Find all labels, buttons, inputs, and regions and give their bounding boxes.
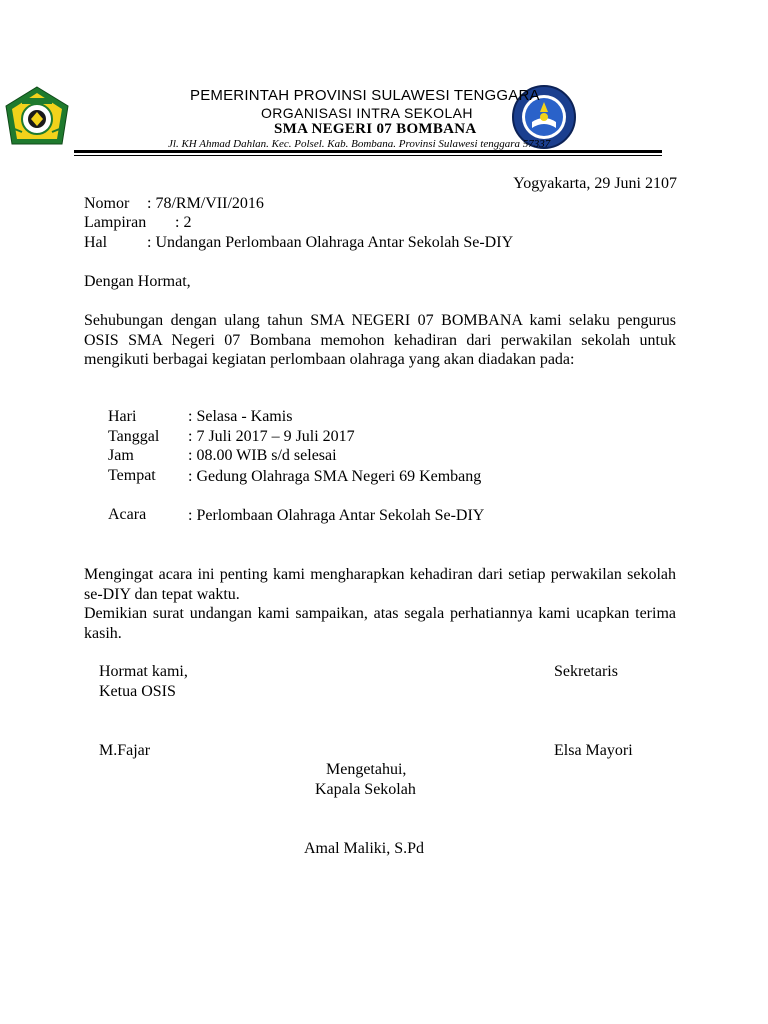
jam-value: : 08.00 WIB s/d selesai xyxy=(188,447,337,464)
opening-paragraph: Sehubungan dengan ulang tahun SMA NEGERI 07 BOMBANA kami selaku pengurus OSIS SMA Negeri 07 Bombana memohon kehadiran dari perwakilan sekolah untuk mengikuti berbagai kegiatan perlombaan olahraga yang akan diadakan pada: xyxy=(84,312,676,368)
provincial-emblem-logo xyxy=(4,86,70,150)
tempat-value: : Gedung Olahraga SMA Negeri 69 Kembang xyxy=(188,468,482,485)
hari-label: Hari xyxy=(108,408,137,425)
header-school-line: SMA NEGERI 07 BOMBANA xyxy=(274,121,477,137)
tempat-label: Tempat xyxy=(108,467,156,484)
nomor-value: : 78/RM/VII/2016 xyxy=(147,195,264,212)
nomor-label: Nomor xyxy=(84,195,130,212)
header-organization-line: ORGANISASI INTRA SEKOLAH xyxy=(261,105,473,121)
principal-name: Amal Maliki, S.Pd xyxy=(304,840,425,857)
closing-paragraph-1: Mengingat acara ini penting kami mengharapkan kehadiran dari setiap perwakilan sekolah se-DIY dan tepat waktu. xyxy=(84,566,676,603)
header-government-line: PEMERINTAH PROVINSI SULAWESI TENGGARA xyxy=(190,87,540,104)
header-divider-thin xyxy=(74,155,662,156)
acara-value: : Perlombaan Olahraga Antar Sekolah Se-DIY xyxy=(188,507,485,524)
hal-label: Hal xyxy=(84,234,108,251)
hal-value: : Undangan Perlombaan Olahraga Antar Sekolah Se-DIY xyxy=(147,234,514,251)
sign-left-title: Ketua OSIS xyxy=(99,683,176,700)
sign-right-name: Elsa Mayori xyxy=(554,742,633,759)
greeting: Dengan Hormat, xyxy=(84,273,191,290)
header-divider-thick xyxy=(74,150,662,153)
sign-left-greeting: Hormat kami, xyxy=(99,663,188,680)
acknowledged-label: Mengetahui, xyxy=(326,761,407,778)
header-address: Jl. KH Ahmad Dahlan. Kec. Polsel. Kab. Bombana. Provinsi Sulawesi tenggara 57337 xyxy=(168,138,551,150)
sign-right-title: Sekretaris xyxy=(554,663,618,680)
provincial-emblem-icon xyxy=(4,86,70,150)
hari-value: : Selasa - Kamis xyxy=(188,408,293,425)
tanggal-value: : 7 Juli 2017 – 9 Juli 2017 xyxy=(188,428,355,445)
lampiran-label: Lampiran xyxy=(84,214,147,231)
jam-label: Jam xyxy=(108,447,134,464)
lampiran-value: : 2 xyxy=(175,214,192,231)
tanggal-label: Tanggal xyxy=(108,428,160,445)
closing-paragraph-2: Demikian surat undangan kami sampaikan, atas segala perhatiannya kami ucapkan terima kasih. xyxy=(84,605,676,642)
sign-left-name: M.Fajar xyxy=(99,742,151,759)
principal-title: Kapala Sekolah xyxy=(315,781,416,798)
place-date: Yogyakarta, 29 Juni 2107 xyxy=(513,175,677,192)
acara-label: Acara xyxy=(108,506,147,523)
